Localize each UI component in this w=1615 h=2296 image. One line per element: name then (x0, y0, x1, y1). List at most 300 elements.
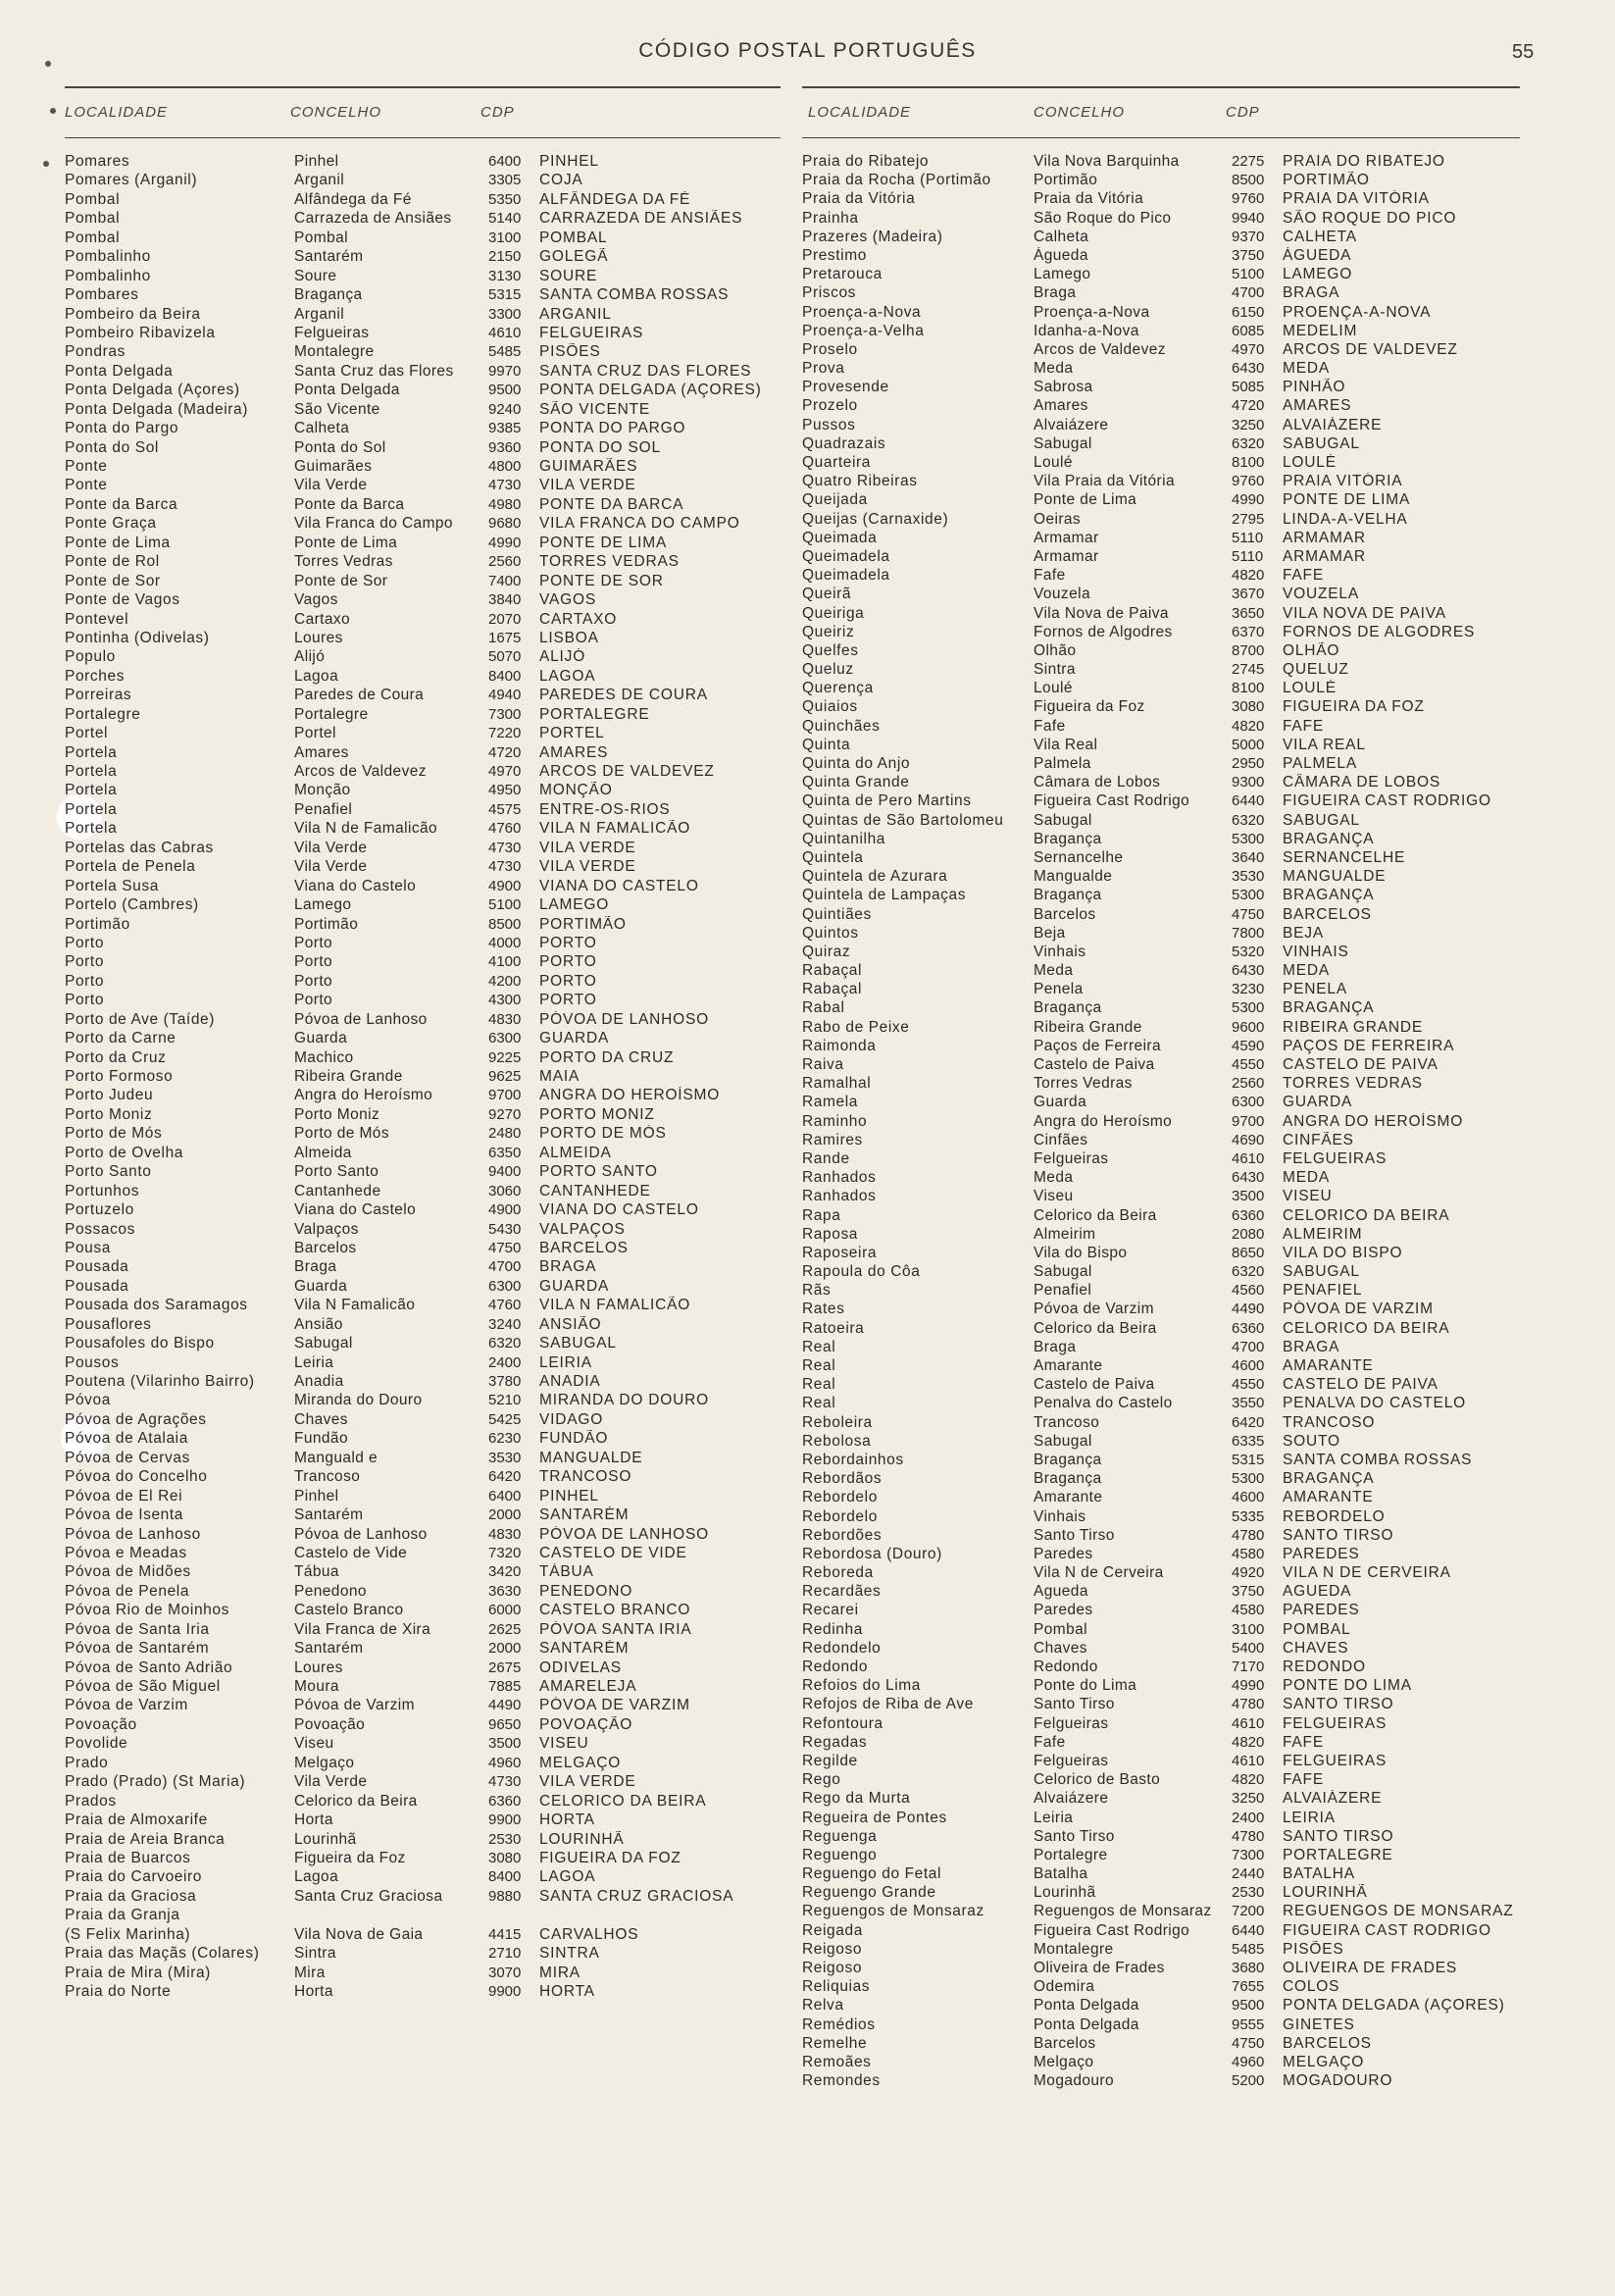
cdp-cell: 2625 (488, 1620, 522, 1638)
localidade-cell: Reliquias (802, 1978, 871, 1996)
localidade-cell: Póvoa de Santa Iria (65, 1620, 210, 1638)
post-office-cell: PRAIA DA VITÓRIA (1283, 190, 1430, 208)
cdp-cell: 6320 (1232, 811, 1265, 829)
concelho-cell: Proença-a-Nova (1034, 303, 1150, 321)
concelho-cell: Montalegre (294, 343, 375, 361)
cdp-cell: 4750 (1232, 905, 1265, 923)
table-row (802, 1696, 1520, 1714)
table-row (802, 1753, 1520, 1771)
cdp-cell: 4830 (488, 1010, 522, 1028)
cdp-cell: 2080 (1232, 1225, 1265, 1243)
localidade-cell: Rebordelo (802, 1489, 878, 1506)
cdp-cell: 2000 (488, 1640, 522, 1658)
localidade-cell: Porto (65, 953, 105, 971)
header-cdp: CDP (480, 104, 515, 121)
localidade-cell: Porreiras (65, 687, 132, 704)
post-office-cell: LISBOA (539, 629, 599, 646)
post-office-cell: MAIA (539, 1068, 580, 1085)
post-office-cell: TORRES VEDRAS (1283, 1075, 1423, 1093)
concelho-cell: Guarda (294, 1277, 348, 1295)
cdp-cell: 9500 (488, 382, 522, 399)
cdp-cell: 5200 (1232, 2072, 1265, 2090)
table-row (65, 1145, 781, 1163)
table-row (65, 706, 781, 725)
concelho-cell: Amares (1034, 397, 1088, 415)
localidade-cell: Prado (65, 1754, 109, 1771)
table-row (802, 1339, 1520, 1357)
post-office-cell: ODIVELAS (539, 1658, 622, 1676)
table-row (65, 1316, 781, 1335)
post-office-cell: PONTA DELGADA (AÇORES) (539, 382, 762, 399)
localidade-cell: Póvoa de El Rei (65, 1487, 183, 1505)
cdp-cell: 6320 (1232, 434, 1265, 452)
concelho-cell: Póvoa de Lanhoso (294, 1010, 428, 1028)
concelho-cell: Tábua (294, 1563, 339, 1581)
localidade-cell: Reboreda (802, 1564, 874, 1582)
localidade-cell: Portunhos (65, 1182, 140, 1199)
cdp-cell: 4760 (488, 1297, 522, 1314)
concelho-cell: Sabrosa (1034, 379, 1093, 396)
table-row (65, 1678, 781, 1697)
cdp-cell: 4600 (1232, 1489, 1265, 1506)
column-header-rule (65, 137, 781, 138)
localidade-cell: Rapa (802, 1206, 841, 1224)
table-row (802, 1677, 1520, 1696)
localidade-cell: Relva (802, 1997, 844, 2015)
post-office-cell: CARVALHOS (539, 1925, 639, 1943)
table-row (65, 630, 781, 648)
cdp-cell: 4575 (488, 800, 522, 818)
concelho-cell: Armamar (1034, 547, 1099, 565)
post-office-cell: CALHETA (1283, 228, 1357, 245)
concelho-cell: Santo Tirso (1034, 1696, 1115, 1713)
localidade-cell: Reigoso (802, 1940, 863, 1958)
post-office-cell: SANTA CRUZ DAS FLORES (539, 362, 752, 380)
post-office-cell: PORTO DA CRUZ (539, 1048, 675, 1066)
concelho-cell: Viana do Castelo (294, 1201, 417, 1219)
table-row (802, 417, 1520, 435)
localidade-cell: Póvoa de Agrações (65, 1410, 207, 1428)
table-row (65, 1583, 781, 1602)
localidade-cell: Póvoa Rio de Moinhos (65, 1602, 229, 1619)
cdp-cell: 6370 (1232, 623, 1265, 640)
table-row (802, 435, 1520, 454)
table-row (65, 248, 781, 267)
concelho-cell: Braga (294, 1258, 337, 1276)
localidade-cell: Portela (65, 820, 118, 838)
table-row (65, 953, 781, 972)
concelho-cell: Lourinhã (294, 1830, 357, 1848)
cdp-cell: 6320 (1232, 1263, 1265, 1281)
table-row (65, 801, 781, 820)
table-row (65, 1926, 781, 1945)
cdp-cell: 9240 (488, 400, 522, 418)
concelho-cell: Santarém (294, 1506, 364, 1524)
cdp-cell: 4800 (488, 458, 522, 475)
cdp-cell: 4780 (1232, 1696, 1265, 1713)
concelho-cell: Celorico de Basto (1034, 1771, 1161, 1789)
localidade-cell: Regadas (802, 1733, 868, 1751)
concelho-cell: Sabugal (1034, 811, 1092, 829)
post-office-cell: BARCELOS (539, 1239, 629, 1256)
cdp-cell: 2530 (1232, 1884, 1265, 1902)
post-office-cell: SOURE (539, 267, 598, 284)
localidade-cell: Recardães (802, 1583, 882, 1601)
localidade-cell: Rego (802, 1771, 841, 1789)
concelho-cell: Redondo (1034, 1658, 1098, 1675)
concelho-cell: Ponte de Sor (294, 572, 388, 589)
localidade-cell: Praia do Carvoeiro (65, 1868, 203, 1886)
table-row (65, 1488, 781, 1506)
table-row (802, 1038, 1520, 1056)
cdp-cell: 5110 (1232, 547, 1264, 565)
concelho-cell: Alvaiázere (1034, 416, 1109, 434)
cdp-cell: 8100 (1232, 454, 1265, 471)
localidade-cell: Prestimo (802, 246, 867, 264)
post-office-cell: PISÕES (539, 343, 601, 361)
post-office-cell: SABUGAL (1283, 434, 1360, 452)
concelho-cell: Fafe (1034, 717, 1066, 735)
cdp-cell: 9760 (1232, 190, 1265, 208)
concelho-cell: Cinfães (1034, 1131, 1088, 1148)
post-office-cell: GUARDA (539, 1030, 610, 1047)
post-office-cell: ARMAMAR (1283, 547, 1366, 565)
table-row (65, 1297, 781, 1315)
cdp-cell: 9760 (1232, 473, 1265, 490)
concelho-cell: Paredes (1034, 1602, 1093, 1619)
table-row (802, 680, 1520, 698)
table-row (802, 718, 1520, 737)
localidade-cell: Ranhados (802, 1188, 877, 1205)
column-top-rule (65, 86, 781, 88)
table-row (65, 1716, 781, 1735)
localidade-cell: Quadrazais (802, 434, 886, 452)
post-office-cell: LAGOA (539, 667, 596, 685)
cdp-cell: 6335 (1232, 1432, 1265, 1450)
localidade-cell: Rapoula do Côa (802, 1263, 921, 1281)
localidade-cell: Quatro Ribeiras (802, 473, 918, 490)
concelho-cell: Portimão (1034, 172, 1098, 189)
left-column (65, 86, 781, 2185)
localidade-cell: Pombalinho (65, 248, 151, 266)
cdp-cell: 4100 (488, 953, 522, 971)
concelho-cell: Porto (294, 972, 333, 990)
post-office-cell: PROENÇA-A-NOVA (1283, 303, 1432, 321)
localidade-cell: Quintela (802, 848, 864, 866)
post-office-cell: VOUZELA (1283, 586, 1359, 603)
localidade-cell: Rãs (802, 1282, 832, 1300)
table-row (802, 511, 1520, 530)
cdp-cell: 3650 (1232, 604, 1265, 622)
post-office-cell: BRAGA (1283, 284, 1340, 302)
localidade-cell: Pombeiro Ribavizela (65, 324, 216, 341)
table-row (802, 548, 1520, 567)
header-concelho: CONCELHO (1034, 104, 1126, 121)
cdp-cell: 5300 (1232, 999, 1265, 1017)
cdp-cell: 4610 (1232, 1714, 1265, 1732)
cdp-cell: 4200 (488, 972, 522, 990)
table-row (65, 1354, 781, 1373)
localidade-cell: Reigoso (802, 1960, 863, 1976)
table-row (802, 1997, 1520, 2015)
cdp-cell: 4980 (488, 495, 522, 513)
post-office-cell: FELGUEIRAS (539, 324, 644, 341)
post-office-cell: ANADIA (539, 1373, 601, 1390)
cdp-cell: 3130 (488, 267, 522, 284)
table-row (802, 1301, 1520, 1319)
cdp-cell: 4830 (488, 1525, 522, 1543)
localidade-cell: Remédios (802, 2015, 876, 2033)
table-row (802, 284, 1520, 303)
table-row (802, 1376, 1520, 1395)
concelho-cell: Felgueiras (1034, 1149, 1109, 1167)
localidade-cell: Refojos de Riba de Ave (802, 1696, 974, 1713)
concelho-cell: Celorico da Beira (1034, 1206, 1157, 1224)
concelho-cell: Angra do Heroísmo (294, 1087, 433, 1104)
post-office-cell: FIGUEIRA DA FOZ (1283, 698, 1425, 716)
localidade-cell: Reguengo (802, 1846, 878, 1863)
post-office-cell: PONTE DA BARCA (539, 495, 684, 513)
localidade-cell: Reguengo do Fetal (802, 1865, 942, 1883)
post-office-cell: VILA N DE CERVEIRA (1283, 1564, 1451, 1582)
post-office-cell: CASTELO DE VIDE (539, 1544, 687, 1561)
table-row (65, 744, 781, 763)
post-office-cell: TRANCOSO (1283, 1413, 1376, 1431)
post-office-cell: FAFE (1283, 1733, 1324, 1751)
post-office-cell: ALVAIÁZERE (1283, 1790, 1383, 1808)
concelho-cell: Ponte do Lima (1034, 1677, 1137, 1695)
cdp-cell: 4610 (488, 324, 522, 341)
cdp-cell: 5425 (488, 1410, 522, 1428)
table-row (65, 1258, 781, 1277)
post-office-cell: POMBAL (539, 229, 608, 246)
post-office-cell: ARCOS DE VALDEVEZ (539, 763, 715, 780)
concelho-cell: Almeida (294, 1144, 352, 1161)
cdp-cell: 2400 (1232, 1809, 1265, 1826)
localidade-cell: Pombal (65, 210, 121, 228)
table-row (802, 1489, 1520, 1507)
post-office-cell: PÓVOA DE VARZIM (539, 1697, 690, 1714)
localidade-cell: Pondras (65, 343, 126, 361)
column-header (65, 100, 781, 129)
concelho-cell: Póvoa de Varzim (294, 1697, 415, 1714)
table-row (65, 1755, 781, 1773)
table-row (802, 925, 1520, 944)
cdp-cell: 3500 (488, 1735, 522, 1753)
table-row (802, 2072, 1520, 2091)
concelho-cell: Câmara de Lobos (1034, 774, 1161, 791)
cdp-cell: 3500 (1232, 1188, 1265, 1205)
left-rows (65, 153, 781, 2002)
localidade-cell: Quintos (802, 924, 859, 942)
localidade-cell: Queluz (802, 661, 854, 679)
localidade-cell: Praia de Mira (Mira) (65, 1964, 211, 1981)
table-row (65, 1888, 781, 1907)
concelho-cell: Vinhais (1034, 943, 1086, 960)
localidade-cell: Quiaios (802, 698, 858, 716)
cdp-cell: 7220 (488, 725, 522, 742)
localidade-cell: Póvoa de Cervas (65, 1449, 190, 1466)
localidade-cell: Rebordões (802, 1526, 883, 1544)
cdp-cell: 6420 (488, 1468, 522, 1486)
cdp-cell: 4720 (488, 743, 522, 761)
localidade-cell: Rabo de Peixe (802, 1018, 910, 1036)
cdp-cell: 3240 (488, 1315, 522, 1333)
concelho-cell: Reguengos de Monsaraz (1034, 1903, 1212, 1920)
concelho-cell: Vila Franca de Xira (294, 1620, 431, 1638)
post-office-cell: VIANA DO CASTELO (539, 1201, 699, 1219)
cdp-cell: 4580 (1232, 1545, 1265, 1562)
cdp-cell: 3060 (488, 1182, 522, 1199)
localidade-cell: Ramires (802, 1131, 863, 1148)
table-row (802, 1320, 1520, 1339)
table-row (802, 1884, 1520, 1903)
cdp-cell: 5140 (488, 210, 522, 228)
concelho-cell: São Roque do Pico (1034, 209, 1172, 227)
localidade-cell: Reguenga (802, 1827, 878, 1845)
concelho-cell: Beja (1034, 924, 1066, 942)
cdp-cell: 7200 (1232, 1903, 1265, 1920)
concelho-cell: Barcelos (294, 1239, 357, 1256)
localidade-cell: Póvoa e Meadas (65, 1544, 187, 1561)
post-office-cell: PONTE DO LIMA (1283, 1677, 1412, 1695)
localidade-cell: Proença-a-Velha (802, 322, 925, 339)
table-row (65, 687, 781, 705)
table-row (65, 1868, 781, 1887)
concelho-cell: Portalegre (1034, 1846, 1108, 1863)
localidade-cell: Praia de Areia Branca (65, 1830, 226, 1848)
localidade-cell: Refontoura (802, 1714, 883, 1732)
localidade-cell: Recarei (802, 1602, 859, 1619)
cdp-cell: 4990 (488, 534, 522, 551)
concelho-cell: Pombal (294, 229, 348, 246)
table-row (802, 530, 1520, 548)
post-office-cell: SINTRA (539, 1945, 600, 1963)
post-office-cell: PORTO (539, 972, 597, 990)
concelho-cell: Sernancelhe (1034, 848, 1124, 866)
table-row (802, 1188, 1520, 1206)
post-office-cell: PAREDES (1283, 1602, 1360, 1619)
localidade-cell: Rebordãos (802, 1470, 883, 1488)
post-office-cell: CELORICO DA BEIRA (539, 1792, 707, 1810)
post-office-cell: ANGRA DO HEROÍSMO (1283, 1112, 1464, 1130)
cdp-cell: 9900 (488, 1811, 522, 1829)
post-office-cell: VALPAÇOS (539, 1220, 626, 1238)
concelho-cell: Armamar (1034, 529, 1099, 546)
localidade-cell: Pousa (65, 1239, 111, 1256)
table-row (802, 341, 1520, 360)
concelho-cell: Póvoa de Varzim (1034, 1301, 1154, 1318)
post-office-cell: FORNOS DE ALGODRES (1283, 623, 1476, 640)
post-office-cell: ANSIÃO (539, 1315, 602, 1333)
cdp-cell: 2745 (1232, 661, 1265, 679)
cdp-cell: 4990 (1232, 1677, 1265, 1695)
cdp-cell: 5430 (488, 1220, 522, 1238)
cdp-cell: 5485 (1232, 1940, 1265, 1958)
concelho-cell: Vila Nova de Paiva (1034, 604, 1169, 622)
table-row (65, 439, 781, 458)
cdp-cell: 4960 (1232, 2053, 1265, 2070)
localidade-cell: Pontinha (Odivelas) (65, 629, 210, 646)
table-row (802, 698, 1520, 717)
localidade-cell: Queiriga (802, 604, 865, 622)
post-office-cell: AGUEDA (1283, 1583, 1352, 1601)
localidade-cell: Portel (65, 725, 109, 742)
localidade-cell: Provesende (802, 379, 889, 396)
table-row (802, 473, 1520, 491)
post-office-cell: MELGAÇO (539, 1754, 622, 1771)
table-row (65, 268, 781, 286)
cdp-cell: 6440 (1232, 1921, 1265, 1939)
post-office-cell: ENTRE-OS-RIOS (539, 800, 671, 818)
localidade-cell: Ponte (65, 477, 108, 494)
localidade-cell: Ponta Delgada (65, 362, 174, 380)
table-row (802, 586, 1520, 604)
cdp-cell: 9500 (1232, 1997, 1265, 2015)
post-office-cell: VILA N FAMALICÃO (539, 820, 691, 838)
localidade-cell: Ponte Graça (65, 515, 157, 533)
table-row (65, 820, 781, 839)
table-row (65, 1773, 781, 1792)
concelho-cell: Ponte de Lima (1034, 491, 1137, 509)
concelho-cell: Anadia (294, 1373, 344, 1390)
table-row (65, 515, 781, 534)
cdp-cell: 5085 (1232, 379, 1265, 396)
localidade-cell: Povolide (65, 1735, 128, 1753)
table-row (65, 1278, 781, 1297)
concelho-cell: Ponta Delgada (1034, 2015, 1139, 2033)
cdp-cell: 5320 (1232, 943, 1265, 960)
concelho-cell: Chaves (294, 1410, 348, 1428)
localidade-cell: Proselo (802, 340, 858, 358)
concelho-cell: Almeirim (1034, 1225, 1096, 1243)
table-row (802, 1508, 1520, 1527)
localidade-cell: Prados (65, 1792, 117, 1810)
post-office-cell: POMBAL (1283, 1620, 1351, 1638)
cdp-cell: 3100 (488, 229, 522, 246)
localidade-cell: Praia das Maçãs (Colares) (65, 1945, 260, 1963)
table-row (65, 1411, 781, 1430)
table-row (802, 247, 1520, 266)
table-row (802, 1847, 1520, 1865)
post-office-cell: COJA (539, 172, 583, 189)
post-office-cell: LAMEGO (539, 896, 610, 914)
concelho-cell: Castelo de Paiva (1034, 1376, 1155, 1394)
cdp-cell: 5300 (1232, 887, 1265, 904)
concelho-cell: Castelo de Paiva (1034, 1056, 1155, 1073)
table-row (802, 323, 1520, 341)
cdp-cell: 4610 (1232, 1752, 1265, 1769)
post-office-cell: SERNANCELHE (1283, 848, 1406, 866)
cdp-cell: 6300 (488, 1277, 522, 1295)
cdp-cell: 4820 (1232, 717, 1265, 735)
localidade-cell: Pombal (65, 190, 121, 208)
table-row (802, 1470, 1520, 1489)
post-office-cell: SANTARÉM (539, 1506, 630, 1524)
table-row (65, 1602, 781, 1620)
cdp-cell: 9700 (488, 1087, 522, 1104)
localidade-cell: Real (802, 1357, 836, 1374)
table-row (802, 1922, 1520, 1941)
post-office-cell: SANTA CRUZ GRACIOSA (539, 1887, 734, 1905)
concelho-cell: Manguald e (294, 1449, 379, 1466)
localidade-cell: Queirã (802, 586, 852, 603)
table-row (802, 2016, 1520, 2035)
concelho-cell: Porto de Mós (294, 1125, 389, 1143)
cdp-cell: 4700 (488, 1258, 522, 1276)
table-row (65, 992, 781, 1010)
concelho-cell: Alvaiázere (1034, 1790, 1109, 1808)
